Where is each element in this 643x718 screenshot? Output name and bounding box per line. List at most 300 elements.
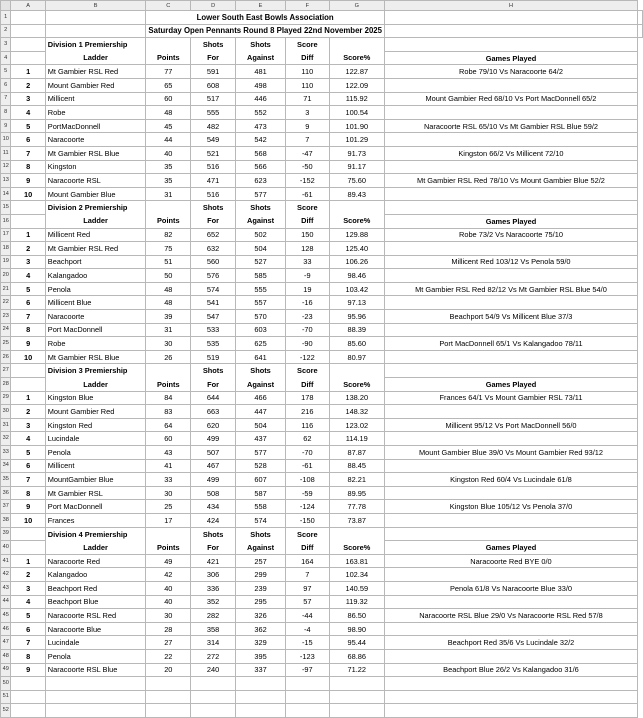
empty-cell [11,378,45,392]
game-result [384,133,637,147]
row-number: 9 [1,119,11,133]
row-number: 14 [1,187,11,201]
shots-against: 587 [236,486,286,500]
game-result: Kingston Blue 105/12 Vs Penola 37/0 [384,500,637,514]
shots-for: 358 [191,622,236,636]
empty-cell [11,201,45,215]
game-result: Robe 79/10 Vs Naracoorte 64/2 [384,65,637,79]
team-name: Mt Gambier RSL Blue [45,350,146,364]
empty-cell [11,38,45,52]
score-percent: 115.92 [329,92,384,106]
row-number: 52 [1,704,11,718]
team-points: 44 [146,133,191,147]
score-percent: 68.86 [329,649,384,663]
row-number: 22 [1,296,11,310]
score-diff: 116 [286,418,329,432]
score-diff: 57 [286,595,329,609]
ladder-position: 7 [11,636,45,650]
score-diff: -124 [286,500,329,514]
score-diff: 19 [286,282,329,296]
row-number: 20 [1,269,11,283]
team-name: Frances [45,513,146,527]
ladder-row [1,500,643,514]
division-name: Division 3 Premiership [45,364,146,378]
header-games-played: Games Played [384,214,637,228]
ladder-row [1,323,643,337]
sheet-subtitle: Saturday Open Pennants Round 8 Played 22nd November 2025 [146,24,385,38]
empty-cell [236,677,286,691]
ladder-row [1,160,643,174]
shots-for: 519 [191,350,236,364]
row-number: 51 [1,690,11,704]
team-name: Kingston Red [45,418,146,432]
ladder-row [1,119,643,133]
score-diff: 216 [286,405,329,419]
shots-for: 541 [191,296,236,310]
shots-against: 329 [236,636,286,650]
header-against: Against [236,214,286,228]
score-percent: 114.19 [329,432,384,446]
division-name: Division 1 Premiership [45,38,146,52]
score-percent: 98.90 [329,622,384,636]
shots-for: 507 [191,446,236,460]
row-number: 44 [1,595,11,609]
empty-cell [638,11,643,25]
row-number: 4 [1,51,11,65]
header-shots: Shots [191,201,236,215]
score-diff: 110 [286,78,329,92]
row-number: 47 [1,636,11,650]
score-diff: -70 [286,323,329,337]
ladder-row [1,663,643,677]
row-number: 26 [1,350,11,364]
column-header-e[interactable]: E [236,1,286,11]
column-header-f[interactable]: F [286,1,329,11]
team-points: 60 [146,92,191,106]
shots-against: 239 [236,581,286,595]
score-percent: 91.73 [329,146,384,160]
team-name: Millicent [45,92,146,106]
row-number: 23 [1,310,11,324]
ladder-position: 9 [11,174,45,188]
shots-against: 295 [236,595,286,609]
ladder-position: 3 [11,255,45,269]
ladder-position: 4 [11,106,45,120]
team-points: 30 [146,486,191,500]
empty-cell [11,677,45,691]
team-name: Kingston Blue [45,391,146,405]
ladder-position: 4 [11,595,45,609]
team-name: Lucindale [45,432,146,446]
header-score-pct: Score% [329,541,384,555]
column-header-c[interactable]: C [146,1,191,11]
team-name: Mount Gambier Red [45,78,146,92]
ladder-position: 2 [11,242,45,256]
empty-cell [329,704,384,718]
row-number: 21 [1,282,11,296]
team-name: Naracoorte Red [45,554,146,568]
shots-for: 555 [191,106,236,120]
header-shots: Shots [236,38,286,52]
shots-against: 498 [236,78,286,92]
header-score: Score [286,527,329,541]
ladder-row [1,649,643,663]
row-number: 36 [1,486,11,500]
empty-cell [11,364,45,378]
score-diff: -23 [286,310,329,324]
ladder-row [1,554,643,568]
ladder-row [1,255,643,269]
game-result [384,187,637,201]
ladder-position: 5 [11,609,45,623]
score-diff: -61 [286,187,329,201]
row-number: 16 [1,214,11,228]
shots-for: 314 [191,636,236,650]
division-name: Division 4 Premiership [45,527,146,541]
empty-cell [146,38,191,52]
team-name: Kalangadoo [45,269,146,283]
ladder-row [1,513,643,527]
ladder-row [1,391,643,405]
team-name: Naracoorte [45,133,146,147]
row-number: 3 [1,38,11,52]
header-ladder: Ladder [45,378,146,392]
team-points: 45 [146,119,191,133]
division-subheader-row [1,51,643,65]
row-number: 7 [1,92,11,106]
ladder-row [1,146,643,160]
game-result: Mt Gambier RSL Red 78/10 Vs Mount Gambier Blue 52/2 [384,174,637,188]
score-diff: 7 [286,568,329,582]
ladder-row [1,65,643,79]
score-diff: -44 [286,609,329,623]
team-name: Robe [45,106,146,120]
game-result [384,350,637,364]
score-percent: 86.50 [329,609,384,623]
ladder-position: 1 [11,228,45,242]
score-percent: 101.90 [329,119,384,133]
row-number: 17 [1,228,11,242]
shots-for: 574 [191,282,236,296]
score-diff: 9 [286,119,329,133]
header-score-pct: Score% [329,378,384,392]
empty-cell [638,24,643,38]
team-points: 17 [146,513,191,527]
ladder-row [1,405,643,419]
shots-for: 336 [191,581,236,595]
score-percent: 73.87 [329,513,384,527]
score-diff: 164 [286,554,329,568]
ladder-row [1,174,643,188]
ladder-position: 8 [11,160,45,174]
empty-cell [45,677,146,691]
ladder-position: 9 [11,663,45,677]
score-percent: 82.21 [329,473,384,487]
header-score-pct: Score% [329,51,384,65]
score-percent: 129.88 [329,228,384,242]
header-against: Against [236,378,286,392]
empty-cell [329,201,384,215]
row-number: 1 [1,11,11,25]
shots-for: 620 [191,418,236,432]
ladder-position: 10 [11,187,45,201]
ladder-position: 7 [11,146,45,160]
shots-for: 306 [191,568,236,582]
empty-cell [236,704,286,718]
header-score: Score [286,38,329,52]
column-header-b[interactable]: B [45,1,146,11]
shots-against: 555 [236,282,286,296]
shots-for: 652 [191,228,236,242]
team-name: Millicent [45,459,146,473]
team-name: Mt Gambier RSL Red [45,65,146,79]
score-percent: 95.44 [329,636,384,650]
ladder-position: 8 [11,486,45,500]
ladder-position: 10 [11,513,45,527]
header-shots: Shots [191,38,236,52]
team-name: Lucindale [45,636,146,650]
team-name: Naracoorte Blue [45,622,146,636]
empty-cell [45,24,146,38]
ladder-position: 6 [11,622,45,636]
team-points: 40 [146,595,191,609]
ladder-row [1,609,643,623]
shots-against: 557 [236,296,286,310]
header-shots: Shots [236,364,286,378]
game-result [384,595,637,609]
column-header-g[interactable]: G [329,1,384,11]
team-name: Mount Gambier Blue [45,187,146,201]
score-percent: 85.60 [329,337,384,351]
shots-for: 272 [191,649,236,663]
ladder-position: 1 [11,391,45,405]
shots-for: 663 [191,405,236,419]
team-points: 27 [146,636,191,650]
score-percent: 123.02 [329,418,384,432]
game-result: Kingston 66/2 Vs Millicent 72/10 [384,146,637,160]
header-shots: Shots [236,201,286,215]
game-result: Port MacDonnell 65/1 Vs Kalangadoo 78/11 [384,337,637,351]
score-percent: 140.59 [329,581,384,595]
game-result: Mount Gambier Blue 39/0 Vs Mount Gambier Red 93/12 [384,446,637,460]
shots-for: 508 [191,486,236,500]
team-name: Naracoorte RSL Blue [45,663,146,677]
header-shots: Shots [236,527,286,541]
ladder-row [1,282,643,296]
header-ladder: Ladder [45,541,146,555]
shots-against: 625 [236,337,286,351]
sheet-title: Lower South East Bowls Association [146,11,385,25]
ladder-row [1,78,643,92]
empty-cell [384,364,637,378]
shots-against: 504 [236,418,286,432]
header-against: Against [236,541,286,555]
row-number: 2 [1,24,11,38]
shots-against: 362 [236,622,286,636]
column-header-row [1,1,643,11]
empty-cell [146,677,191,691]
score-diff: -47 [286,146,329,160]
column-header-d[interactable]: D [191,1,236,11]
ladder-row [1,446,643,460]
score-percent: 71.22 [329,663,384,677]
game-result [384,486,637,500]
score-percent: 106.26 [329,255,384,269]
row-number: 50 [1,677,11,691]
shots-against: 473 [236,119,286,133]
header-points: Points [146,378,191,392]
team-points: 75 [146,242,191,256]
score-diff: 7 [286,133,329,147]
shots-against: 528 [236,459,286,473]
ladder-row [1,473,643,487]
shots-for: 482 [191,119,236,133]
shots-for: 549 [191,133,236,147]
team-points: 35 [146,160,191,174]
row-number: 35 [1,473,11,487]
game-result [384,242,637,256]
shots-against: 542 [236,133,286,147]
score-diff: -70 [286,446,329,460]
game-result [384,432,637,446]
game-result: Naracoorte RSL 65/10 Vs Mt Gambier RSL Blue 59/2 [384,119,637,133]
header-diff: Diff [286,378,329,392]
team-points: 20 [146,663,191,677]
shots-against: 641 [236,350,286,364]
shots-against: 527 [236,255,286,269]
shots-against: 481 [236,65,286,79]
empty-cell [384,38,637,52]
team-name: Penola [45,446,146,460]
score-percent: 119.32 [329,595,384,609]
shots-against: 299 [236,568,286,582]
score-diff: -4 [286,622,329,636]
row-number: 45 [1,609,11,623]
team-points: 50 [146,269,191,283]
ladder-position: 4 [11,432,45,446]
shots-against: 566 [236,160,286,174]
shots-against: 326 [236,609,286,623]
row-number: 24 [1,323,11,337]
shots-against: 257 [236,554,286,568]
team-name: Naracoorte RSL Red [45,609,146,623]
ladder-row [1,459,643,473]
game-result: Naracoorte RSL Blue 29/0 Vs Naracoorte RSL Red 57/8 [384,609,637,623]
row-number: 13 [1,174,11,188]
shots-for: 467 [191,459,236,473]
row-number: 32 [1,432,11,446]
score-percent: 98.46 [329,269,384,283]
shots-for: 521 [191,146,236,160]
score-percent: 103.42 [329,282,384,296]
ladder-row [1,486,643,500]
shots-against: 466 [236,391,286,405]
ladder-position: 1 [11,65,45,79]
score-percent: 163.81 [329,554,384,568]
team-points: 40 [146,146,191,160]
select-all-corner[interactable] [1,1,11,11]
score-diff: -50 [286,160,329,174]
team-points: 26 [146,350,191,364]
shots-for: 547 [191,310,236,324]
ladder-position: 5 [11,446,45,460]
game-result [384,568,637,582]
score-percent: 89.95 [329,486,384,500]
shots-for: 576 [191,269,236,283]
score-percent: 88.39 [329,323,384,337]
shots-against: 568 [236,146,286,160]
header-score-pct: Score% [329,214,384,228]
ladder-row [1,296,643,310]
team-name: Kingston [45,160,146,174]
empty-cell [11,51,45,65]
team-name: Port MacDonnell [45,323,146,337]
empty-cell [146,704,191,718]
header-games-played: Games Played [384,541,637,555]
team-name: Naracoorte RSL [45,174,146,188]
empty-cell [45,11,146,25]
game-result [384,649,637,663]
ladder-row [1,310,643,324]
empty-row [1,677,643,691]
score-diff: -123 [286,649,329,663]
shots-for: 421 [191,554,236,568]
score-percent: 80.97 [329,350,384,364]
team-points: 40 [146,581,191,595]
ladder-position: 5 [11,119,45,133]
game-result: Robe 73/2 Vs Naracoorte 75/10 [384,228,637,242]
score-diff: -61 [286,459,329,473]
header-ladder: Ladder [45,214,146,228]
team-name: Beachport Red [45,581,146,595]
ladder-position: 3 [11,418,45,432]
shots-against: 504 [236,242,286,256]
score-percent: 77.78 [329,500,384,514]
team-name: Millicent Blue [45,296,146,310]
team-name: Naracoorte [45,310,146,324]
team-points: 35 [146,174,191,188]
row-number: 42 [1,568,11,582]
column-header-a[interactable]: A [11,1,45,11]
team-points: 39 [146,310,191,324]
ladder-row [1,269,643,283]
header-games-played: Games Played [384,51,637,65]
header-shots: Shots [191,364,236,378]
score-percent: 95.96 [329,310,384,324]
score-diff: -59 [286,486,329,500]
header-for: For [191,541,236,555]
shots-against: 558 [236,500,286,514]
shots-for: 282 [191,609,236,623]
shots-for: 424 [191,513,236,527]
header-points: Points [146,214,191,228]
empty-cell [146,201,191,215]
ladder-row [1,133,643,147]
ladder-position: 4 [11,269,45,283]
game-result [384,622,637,636]
team-name: Penola [45,282,146,296]
game-result [384,269,637,283]
empty-cell [45,704,146,718]
row-number: 31 [1,418,11,432]
shots-against: 570 [236,310,286,324]
game-result [384,323,637,337]
division-name: Division 2 Premiership [45,201,146,215]
column-header-h[interactable]: H [384,1,637,11]
team-name: Mt Gambier RSL Red [45,242,146,256]
shots-against: 607 [236,473,286,487]
empty-row [1,704,643,718]
